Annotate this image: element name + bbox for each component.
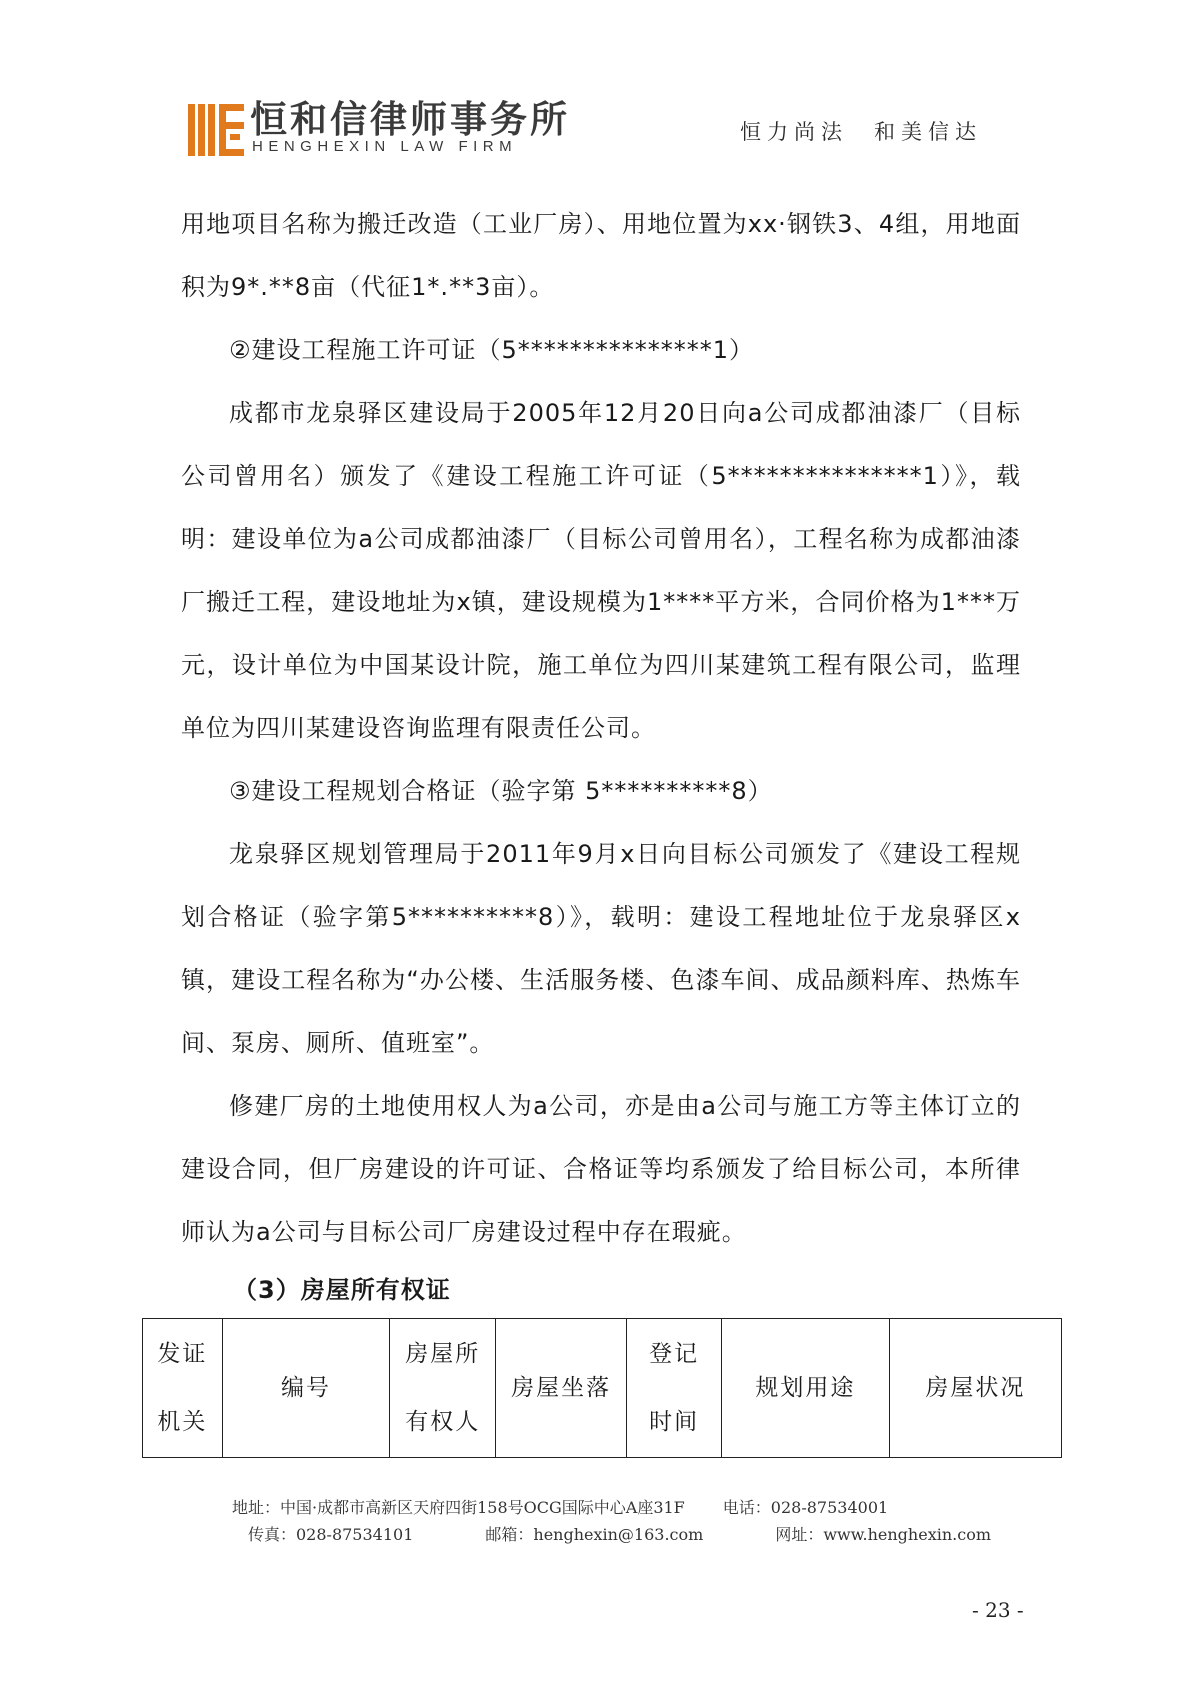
house-ownership-table [142,1318,1062,1458]
paragraph-lawyer-opinion: 修建厂房的土地使用权人为a公司，亦是由a公司与施工方等主体订立的建设合同，但厂房建设的许可证、合格证等均系颁发了给目标公司，本所律师认为a公司与目标公司厂房建设过程中存在瑕疵。 [181,1092,1021,1246]
motto-part-1: 恒力尚法 [740,120,848,144]
firm-name-en: HENGHEXIN LAW FIRM [252,138,518,155]
footer-tel: 电话：028-87534001 [722,1498,889,1517]
page-header [0,0,1190,170]
firm-logo-icon [188,104,244,156]
section-heading-house-ownership: （3）房屋所有权证 [233,1276,451,1304]
page-number: - 23 - [972,1598,1024,1622]
table-header-cell: 房屋所 有权人 [390,1319,495,1458]
firm-name-cn: 恒和信律师事务所 [250,98,570,141]
table-header-cell: 规划用途 [721,1319,889,1458]
paragraph-construction-permit: 成都市龙泉驿区建设局于2005年12月20日向a公司成都油漆厂（目标公司曾用名）颁发了《建设工程施工许可证（5***************1）》，载明：建设单位为a公司成都油漆厂（目标公司曾用名），工程名称为成都油漆厂搬迁工程，建设地址为x镇，建设规模为1****平方米，合同价格为1***万元，设计单位为中国某设计院，施工单位为四川某建筑工程有限公司，监理单位为四川某建设咨询监理有限责任公司。 [181,399,1021,742]
table-header-cell: 登记 时间 [627,1319,722,1458]
document-body [181,193,1021,1264]
heading-planning-certificate: ③建设工程规划合格证（验字第 5**********8） [229,777,773,805]
table-header-cell: 发证 机关 [143,1319,223,1458]
footer-address: 地址：中国·成都市高新区天府四街158号OCG国际中心A座31F [232,1498,685,1517]
paragraph-land-use: 用地项目名称为搬迁改造（工业厂房）、用地位置为xx·钢铁3、4组，用地面积为9*.**8亩（代征1*.**3亩）。 [181,210,1021,301]
table-header-cell: 编号 [222,1319,390,1458]
table-header-cell: 房屋坐落 [495,1319,626,1458]
paragraph-planning-certificate: 龙泉驿区规划管理局于2011年9月x日向目标公司颁发了《建设工程规划合格证（验字第5**********8）》，载明：建设工程地址位于龙泉驿区x镇，建设工程名称为“办公楼、生活服务楼、色漆车间、成品颜料库、热炼车间、泵房、厕所、值班室”。 [181,840,1021,1057]
footer-email: 邮箱：henghexin@163.com [485,1525,704,1544]
firm-motto [740,116,982,146]
footer-fax: 传真：028-87534101 [248,1525,414,1544]
table-header-cell: 房屋状况 [889,1319,1061,1458]
footer-web: 网址：www.henghexin.com [775,1525,991,1544]
heading-construction-permit: ②建设工程施工许可证（5***************1） [229,336,755,364]
motto-part-2: 和美信达 [874,120,982,144]
table-header-row [143,1319,1062,1458]
